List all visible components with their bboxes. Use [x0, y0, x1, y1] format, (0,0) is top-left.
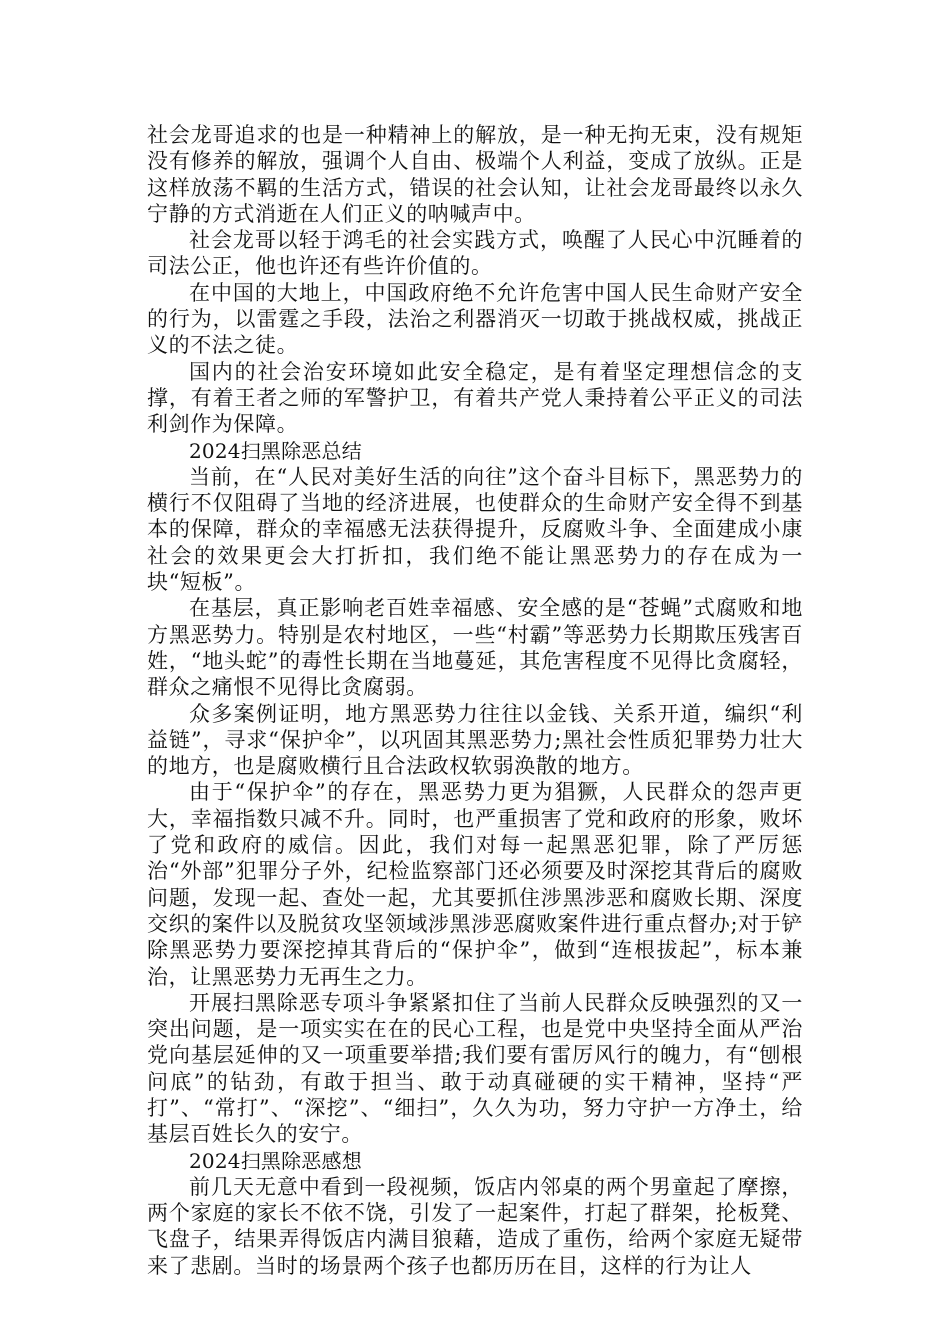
paragraph: 众多案例证明，地方黑恶势力往往以金钱、关系开道，编织“利益链”，寻求“保护伞”，以巩固其黑恶势力;黑社会性质犯罪势力壮大的地方，也是腐败横行且合法政权软弱涣散的地方。 [147, 701, 803, 779]
paragraph: 前几天无意中看到一段视频，饭店内邻桌的两个男童起了摩擦，两个家庭的家长不依不饶，引发了一起案件，打起了群架，抡板凳、飞盘子，结果弄得饭店内满目狼藉，造成了重伤，给两个家庭无疑带来了悲剧。当时的场景两个孩子也都历历在目，这样的行为让人 [147, 1174, 803, 1278]
paragraph: 开展扫黑除恶专项斗争紧紧扣住了当前人民群众反映强烈的又一突出问题，是一项实实在在的民心工程，也是党中央坚持全面从严治党向基层延伸的又一项重要举措;我们要有雷厉风行的魄力，有“刨根问底”的钻劲，有敢于担当、敢于动真碰硬的实干精神，坚持“严打”、“常打”、“深挖”、“细扫”，久久为功，努力守护一方净土，给基层百姓长久的安宁。 [147, 990, 803, 1147]
paragraph: 国内的社会治安环境如此安全稳定，是有着坚定理想信念的支撑，有着王者之师的军警护卫，有着共产党人秉持着公平正义的司法利剑作为保障。 [147, 359, 803, 437]
paragraph: 在中国的大地上，中国政府绝不允许危害中国人民生命财产安全的行为，以雷霆之手段，法治之利器消灭一切敢于挑战权威，挑战正义的不法之徒。 [147, 280, 803, 358]
paragraph: 社会龙哥追求的也是一种精神上的解放，是一种无拘无束，没有规矩没有修养的解放，强调个人自由、极端个人利益，变成了放纵。正是这样放荡不羁的生活方式，错误的社会认知，让社会龙哥最终以永久宁静的方式消逝在人们正义的呐喊声中。 [147, 123, 803, 226]
document-body [147, 122, 803, 1279]
paragraph: 在基层，真正影响老百姓幸福感、安全感的是“苍蝇”式腐败和地方黑恶势力。特别是农村地区，一些“村霸”等恶势力长期欺压残害百姓，“地头蛇”的毒性长期在当地蔓延，其危害程度不见得比贪腐轻，群众之痛恨不见得比贪腐弱。 [147, 596, 803, 700]
section-heading: 2024扫黑除恶感想 [189, 1148, 362, 1173]
paragraph: 由于“保护伞”的存在，黑恶势力更为猖獗，人民群众的怨声更大，幸福指数只减不升。同时，也严重损害了党和政府的形象，败坏了党和政府的威信。因此，我们对每一起黑恶犯罪，除了严厉惩治“外部”犯罪分子外，纪检监察部门还必须要及时深挖其背后的腐败问题，发现一起、查处一起，尤其要抓住涉黑涉恶和腐败长期、深度交织的案件以及脱贫攻坚领域涉黑涉恶腐败案件进行重点督办;对于铲除黑恶势力要深挖掉其背后的“保护伞”，做到“连根拔起”，标本兼治，让黑恶势力无再生之力。 [147, 780, 803, 989]
paragraph: 当前，在“人民对美好生活的向往”这个奋斗目标下，黑恶势力的横行不仅阻碍了当地的经济进展，也使群众的生命财产安全得不到基本的保障，群众的幸福感无法获得提升，反腐败斗争、全面建成小康社会的效果更会大打折扣，我们绝不能让黑恶势力的存在成为一块“短板”。 [147, 464, 803, 595]
section-heading: 2024扫黑除恶总结 [189, 438, 362, 463]
paragraph: 社会龙哥以轻于鸿毛的社会实践方式，唤醒了人民心中沉睡着的司法公正，他也许还有些许价值的。 [147, 228, 803, 279]
